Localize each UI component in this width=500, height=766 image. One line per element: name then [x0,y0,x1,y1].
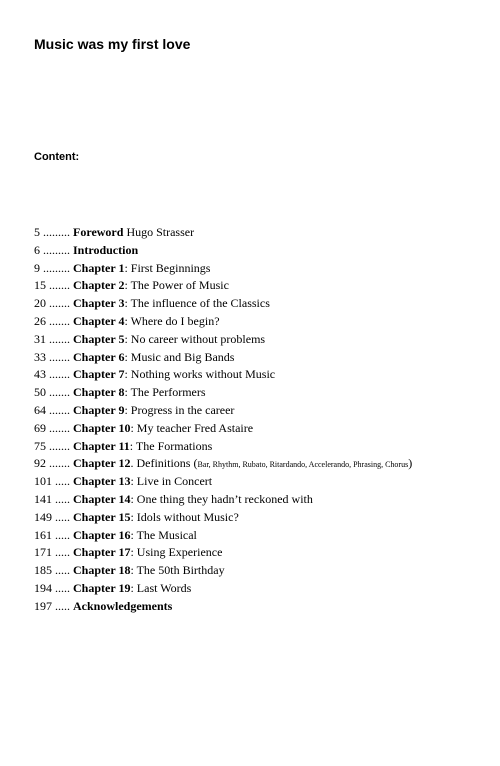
toc-separator: : [124,349,131,364]
toc-row [34,455,412,473]
toc-title: Progress in the career [130,402,235,417]
toc-title: The Musical [136,527,197,542]
toc-title: First Beginnings [130,260,211,275]
toc-leader-dots: ......... [40,225,73,239]
toc-page-number: 69 [34,420,46,435]
toc-leader-dots: ....... [46,349,73,364]
toc-leader-dots: ..... [52,563,73,578]
toc-separator: : [124,331,131,346]
toc-title: Idols without Music? [136,509,239,524]
toc-separator: : [124,278,131,293]
toc-label: Chapter 14 [73,491,131,506]
toc-title: My teacher Fred Astaire [136,420,254,435]
toc-separator: : [130,509,137,524]
toc-label: Introduction [73,242,139,257]
toc-row [34,509,412,527]
toc-title: Hugo Strasser [126,225,195,239]
toc-label: Chapter 4 [73,313,125,328]
toc-leader-dots: ....... [46,402,73,417]
toc-label: Chapter 2 [73,278,125,293]
toc-separator: : [130,491,137,506]
toc-leader-dots: ..... [52,598,73,613]
toc-leader-dots: ....... [46,438,73,453]
toc-close-paren: ) [408,456,413,471]
toc-page-number: 31 [34,331,46,346]
toc-row [34,295,412,313]
toc-row [34,224,412,242]
toc-title: Where do I begin? [130,313,220,328]
toc-separator: : [130,420,137,435]
toc-title: Last Words [136,580,192,595]
toc-leader-dots: ....... [46,331,73,346]
toc-row [34,527,412,545]
toc-details: Bar, Rhythm, Rubato, Ritardando, Accelerando, Phrasing, Chorus [197,460,409,470]
toc-title: No career without problems [130,331,266,346]
toc-row [34,438,412,456]
toc-leader-dots: ....... [46,456,73,471]
toc-separator: : [130,527,137,542]
toc-row [34,598,412,616]
toc-row [34,562,412,580]
toc-label: Chapter 19 [73,580,131,595]
toc-leader-dots: ....... [46,420,73,435]
toc-label: Chapter 5 [73,331,125,346]
toc-row [34,313,412,331]
toc-row [34,420,412,438]
toc-title: Definitions ( [136,456,198,471]
toc-page-number: 9 [34,260,40,275]
toc-label: Chapter 3 [73,296,125,311]
toc-separator: : [124,402,131,417]
toc-separator: : [130,563,137,578]
toc-page-number: 5 [34,225,40,239]
toc-page-number: 197 [34,598,52,613]
toc-label: Chapter 12 [73,456,131,471]
toc-separator: : [124,385,131,400]
toc-leader-dots: ......... [40,242,73,257]
toc-label: Chapter 15 [73,509,131,524]
toc-page-number: 15 [34,278,46,293]
toc-separator: : [129,438,136,453]
toc-label: Chapter 13 [73,474,131,489]
toc-page-number: 171 [34,545,52,560]
toc-row [34,384,412,402]
toc-title: Nothing works without Music [130,367,276,382]
toc-page-number: 6 [34,242,40,257]
toc-row [34,580,412,598]
toc-leader-dots: ..... [52,527,73,542]
toc-leader-dots: ..... [52,580,73,595]
toc-page-number: 161 [34,527,52,542]
toc-leader-dots: ....... [46,367,73,382]
toc-page-number: 33 [34,349,46,364]
toc-row [34,277,412,295]
toc-leader-dots: ..... [52,545,73,560]
toc-label: Chapter 16 [73,527,131,542]
toc-row [34,544,412,562]
toc-page-number: 185 [34,563,52,578]
toc-leader-dots: ....... [46,278,73,293]
toc-separator: : [124,367,131,382]
toc-separator: : [130,545,137,560]
content-heading: Content: [34,151,80,163]
toc-leader-dots: ....... [46,385,73,400]
toc-title: The 50th Birthday [136,563,225,578]
table-of-contents [34,224,412,616]
toc-title: One thing they hadn’t reckoned with [136,491,313,506]
toc-row [34,349,412,367]
toc-row [34,331,412,349]
toc-page-number: 149 [34,509,52,524]
toc-row [34,402,412,420]
toc-title: The Formations [135,438,213,453]
toc-page-number: 194 [34,580,52,595]
toc-page-number: 50 [34,385,46,400]
toc-leader-dots: ......... [40,260,73,275]
toc-separator: . [130,456,137,471]
toc-label: Chapter 10 [73,420,131,435]
toc-title: The Performers [130,385,206,400]
toc-separator: : [124,260,131,275]
toc-separator: : [130,474,137,489]
toc-label: Chapter 18 [73,563,131,578]
toc-page-number: 26 [34,313,46,328]
page-title: Music was my first love [34,36,191,52]
toc-page-number: 101 [34,474,52,489]
toc-leader-dots: ..... [52,491,73,506]
toc-separator: : [124,296,131,311]
toc-row [34,242,412,260]
toc-leader-dots: ....... [46,313,73,328]
toc-leader-dots: ..... [52,474,73,489]
toc-leader-dots: ....... [46,296,73,311]
toc-page-number: 64 [34,402,46,417]
toc-page-number: 141 [34,491,52,506]
toc-page-number: 92 [34,456,46,471]
toc-label: Chapter 11 [73,438,130,453]
toc-title: Live in Concert [136,474,213,489]
toc-page-number: 43 [34,367,46,382]
toc-label: Chapter 1 [73,260,125,275]
toc-label: Chapter 8 [73,385,125,400]
toc-label: Chapter 7 [73,367,125,382]
toc-label: Chapter 6 [73,349,125,364]
toc-label: Chapter 17 [73,545,131,560]
toc-row [34,366,412,384]
toc-label: Acknowledgements [73,598,173,613]
toc-row [34,491,412,509]
toc-separator: : [124,313,131,328]
toc-title: Using Experience [136,545,223,560]
toc-page-number: 75 [34,438,46,453]
toc-page-number: 20 [34,296,46,311]
toc-label: Foreword [73,225,124,239]
toc-title: The influence of the Classics [130,296,270,311]
toc-leader-dots: ..... [52,509,73,524]
toc-label: Chapter 9 [73,402,125,417]
toc-title: Music and Big Bands [130,349,235,364]
toc-row [34,260,412,278]
toc-title: The Power of Music [130,278,229,293]
toc-separator: : [130,580,137,595]
toc-row [34,473,412,491]
